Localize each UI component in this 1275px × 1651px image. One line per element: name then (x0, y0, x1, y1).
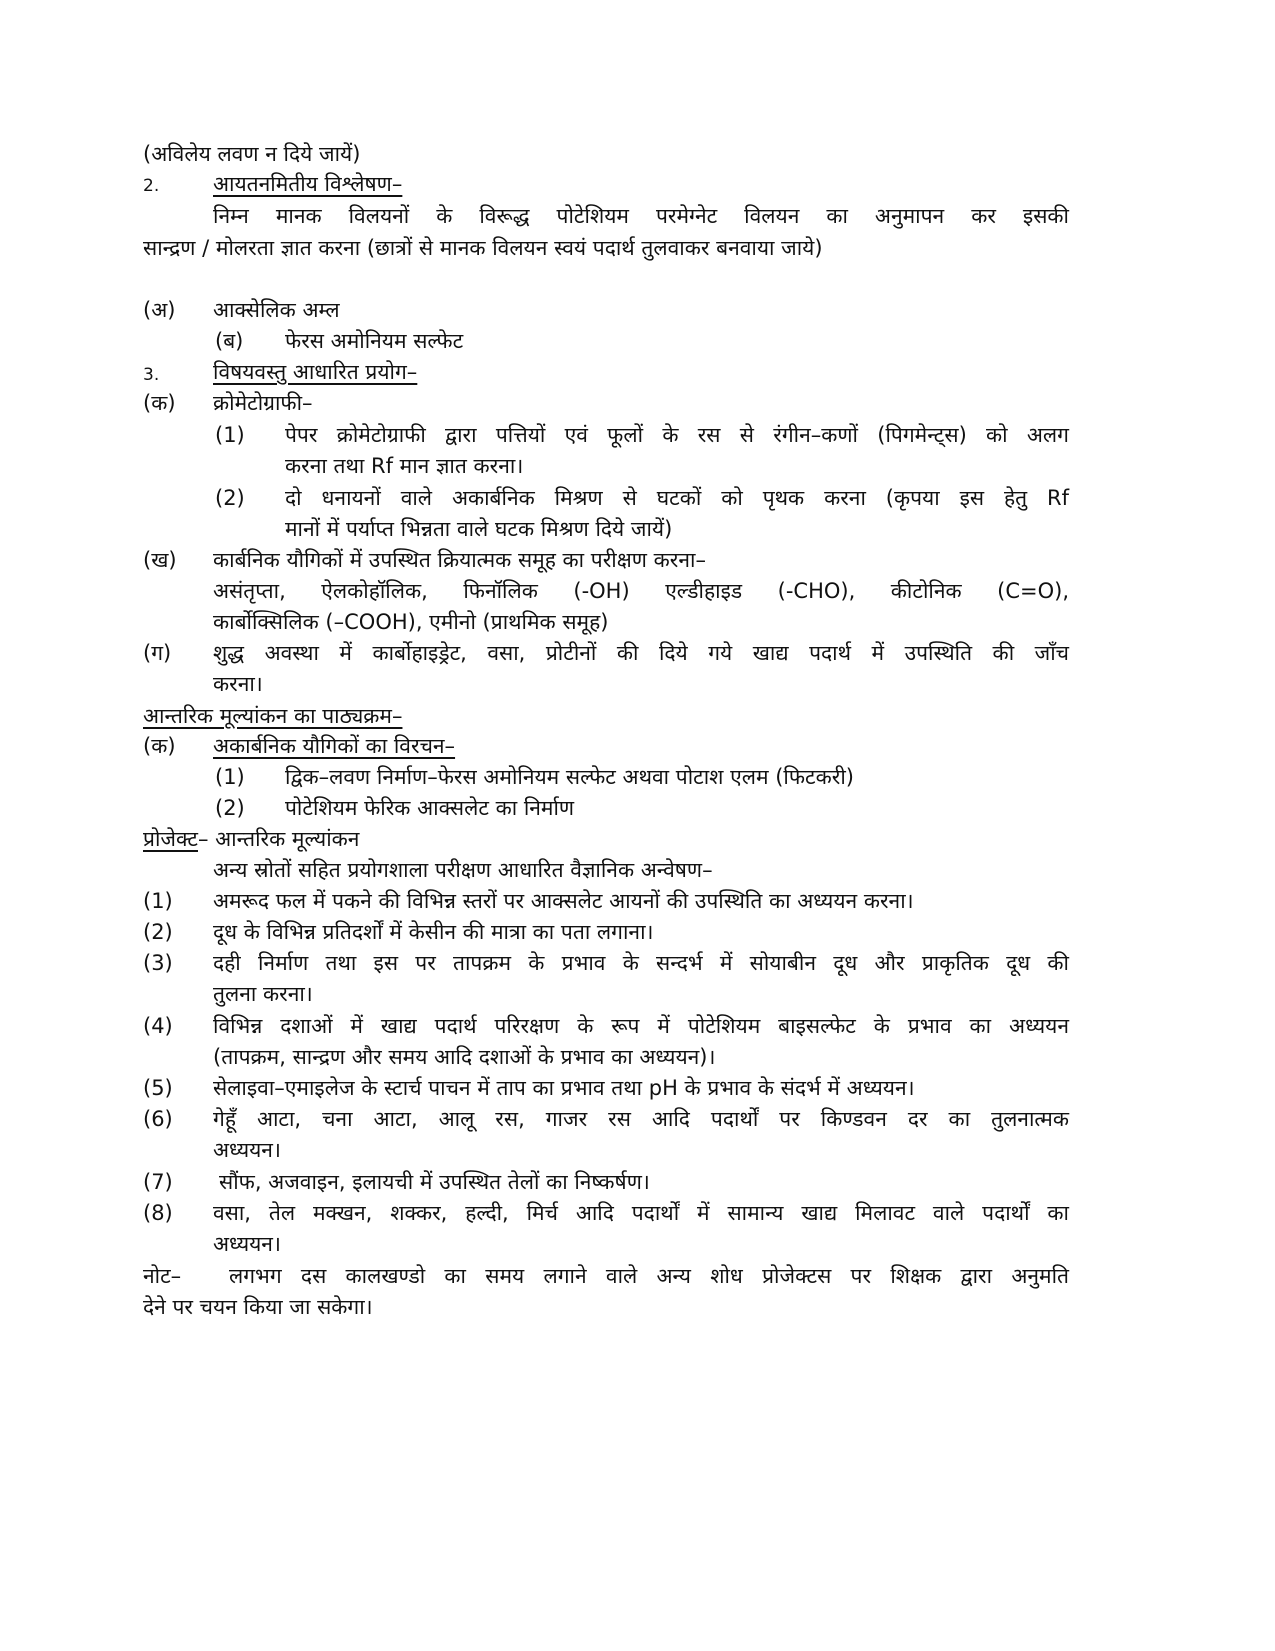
project-item-4-line1: विभिन्न दशाओं में खाद्य पदार्थ परिरक्षण के रूप में पोटेशियम बाइसल्फेट के प्रभाव का अध्ययन (213, 1014, 1069, 1038)
internal-assessment-title: आन्तरिक मूल्यांकन का पाठ्यक्रम– (143, 704, 403, 728)
section-2-para-line1: निम्न मानक विलयनों के विरूद्ध पोटेशियम परमेग्नेट विलयन का अनुमापन कर इसकी (213, 204, 1069, 228)
project-item-2-text: दूध के विभिन्न प्रतिदर्शों में केसीन की मात्रा का पता लगाना। (213, 920, 654, 944)
internal-item-1-text: द्विक–लवण निर्माण–फेरस अमोनियम सल्फेट अथवा पोटाश एलम (फिटकरी) (285, 765, 854, 789)
project-item-6-line2: अध्ययन। (213, 1138, 281, 1162)
project-heading (143, 825, 359, 853)
section-2-number: 2. (143, 176, 160, 196)
project-item-8-line2: अध्ययन। (213, 1232, 281, 1256)
section-3-kha-line1: असंतृप्ता, ऐलकोहॉलिक, फिनॉलिक (-OH) एल्डीहाइड (-CHO), कीटोनिक (C=O), (213, 579, 1069, 603)
project-title: प्रोजेक्ट (143, 827, 198, 851)
internal-item-1-label: (1) (215, 765, 245, 789)
project-item-1-label: (1) (143, 889, 173, 913)
section-3-ka1-label: (1) (215, 423, 245, 447)
section-3-ga-label: (ग) (143, 641, 172, 665)
project-item-7-label: (7) (143, 1170, 173, 1194)
section-2-b-text: फेरस अमोनियम सल्फेट (285, 329, 464, 353)
section-2-b-label: (ब) (215, 329, 244, 353)
project-item-3-line1: दही निर्माण तथा इस पर तापक्रम के प्रभाव के सन्दर्भ में सोयाबीन दूध और प्राकृतिक दूध की (213, 951, 1069, 975)
section-2-title: आयतनमितीय विश्लेषण– (213, 172, 403, 196)
project-item-7-text: सौंफ, अजवाइन, इलायची में उपस्थित तेलों का निष्कर्षण। (219, 1170, 650, 1194)
internal-ka-title: अकार्बनिक यौगिकों का विरचन– (213, 734, 456, 758)
internal-item-2-text: पोटेशियम फेरिक आक्सलेट का निर्माण (285, 796, 575, 820)
section-3-ka-label: (क) (143, 391, 176, 415)
section-3-kha-title: कार्बनिक यौगिकों में उपस्थित क्रियात्मक समूह का परीक्षण करना– (213, 548, 706, 572)
section-3-ga-line2: करना। (213, 672, 263, 696)
section-3-ka1-line2: करना तथा Rf मान ज्ञात करना। (285, 454, 524, 478)
section-3-ga-line1: शुद्ध अवस्था में कार्बोहाइड्रेट, वसा, प्रोटीनों की दिये गये खाद्य पदार्थ में उपस्थिति की जाँच (213, 641, 1069, 665)
note-line2: देने पर चयन किया जा सकेगा। (143, 1295, 373, 1319)
section-3-ka2-line1: दो धनायनों वाले अकार्बनिक मिश्रण से घटकों को पृथक करना (कृपया इस हेतु Rf (285, 486, 1069, 510)
section-3-kha-label: (ख) (143, 548, 177, 572)
section-3-number: 3. (143, 365, 160, 385)
project-item-3-line2: तुलना करना। (213, 982, 313, 1006)
section-3-kha-line2: कार्बोक्सिलिक (–COOH), एमीनो (प्राथमिक समूह) (213, 610, 609, 634)
project-item-4-line2: (तापक्रम, सान्द्रण और समय आदि दशाओं के प्रभाव का अध्ययन)। (213, 1045, 716, 1069)
project-item-1-text: अमरूद फल में पकने की विभिन्न स्तरों पर आक्सलेट आयनों की उपस्थिति का अध्ययन करना। (213, 889, 914, 913)
project-item-5-label: (5) (143, 1076, 173, 1100)
project-item-6-label: (6) (143, 1107, 173, 1131)
section-2-para-line2: सान्द्रण / मोलरता ज्ञात करना (छात्रों से मानक विलयन स्वयं पदार्थ तुलवाकर बनवाया जाये) (143, 236, 823, 260)
section-3-ka-title: क्रोमेटोग्राफी– (213, 391, 313, 415)
section-3-ka2-line2: मानों में पर्याप्त भिन्नता वाले घटक मिश्रण दिये जायें) (285, 517, 673, 541)
note-line1: लगभग दस कालखण्डो का समय लगाने वाले अन्य शोध प्रोजेक्टस पर शिक्षक द्वारा अनुमति (229, 1264, 1069, 1288)
section-3-ka1-line1: पेपर क्रोमेटोग्राफी द्वारा पत्तियों एवं फूलों के रस से रंगीन–कणों (पिगमेन्ट्स) को अलग (285, 423, 1069, 447)
section-3-ka2-label: (2) (215, 486, 245, 510)
project-item-4-label: (4) (143, 1014, 173, 1038)
section-2-a-text: आक्सेलिक अम्ल (213, 298, 340, 322)
section-2-a-label: (अ) (143, 298, 176, 322)
project-item-8-line1: वसा, तेल मक्खन, शक्कर, हल्दी, मिर्च आदि पदार्थों में सामान्य खाद्य मिलावट वाले पदार्थों का (213, 1201, 1069, 1225)
project-subtitle: अन्य स्रोतों सहित प्रयोगशाला परीक्षण आधारित वैज्ञानिक अन्वेषण– (213, 858, 713, 882)
project-item-3-label: (3) (143, 951, 173, 975)
project-item-5-text: सेलाइवा–एमाइलेज के स्टार्च पाचन में ताप का प्रभाव तथा pH के प्रभाव के संदर्भ में अध्ययन। (213, 1076, 915, 1100)
internal-ka-label: (क) (143, 734, 176, 758)
project-item-8-label: (8) (143, 1201, 173, 1225)
project-title-suffix: – आन्तरिक मूल्यांकन (198, 827, 360, 851)
intro-note: (अविलेय लवण न दिये जायें) (143, 142, 361, 166)
note-label: नोट– (143, 1264, 182, 1288)
project-item-6-line1: गेहूँ आटा, चना आटा, आलू रस, गाजर रस आदि पदार्थों पर किण्डवन दर का तुलनात्मक (213, 1107, 1069, 1131)
project-item-2-label: (2) (143, 920, 173, 944)
internal-item-2-label: (2) (215, 796, 245, 820)
section-3-title: विषयवस्तु आधारित प्रयोग– (213, 360, 418, 384)
